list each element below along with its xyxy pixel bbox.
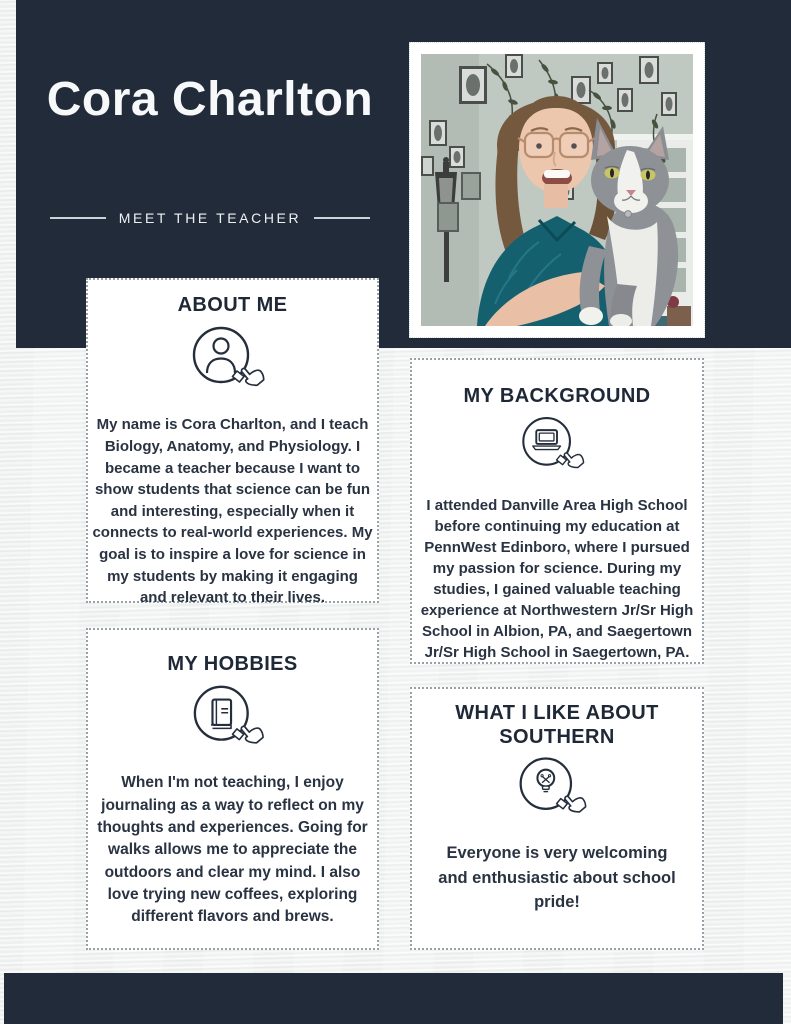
footer-bar (4, 973, 783, 1024)
card-my-hobbies (86, 628, 379, 950)
card-my-background (410, 358, 704, 664)
person-magnifier-icon (181, 321, 285, 409)
subtitle-left-line (50, 217, 106, 219)
card-body-my-hobbies: When I'm not teaching, I enjoy journaling as a way to reflect on my thoughts and experiences. Going for walks allows me to appreciate the outdoors and clear my mind. I also love trying new coffees, exploring different flavors and brews. (97, 774, 368, 926)
laptop-magnifier-icon (505, 412, 609, 488)
subtitle-right-line (314, 217, 370, 219)
card-title-my-background: MY BACKGROUND (463, 385, 651, 407)
card-title-about-me: ABOUT ME (177, 294, 288, 316)
book-magnifier-icon (181, 680, 285, 766)
card-about-me (86, 278, 379, 607)
card-title-my-hobbies: MY HOBBIES (167, 653, 298, 675)
card-body-southern: Everyone is very welcoming and enthusiastic about school pride! (438, 843, 676, 912)
lightbulb-magnifier-icon (505, 752, 609, 834)
meet-the-teacher-subtitle (16, 210, 404, 226)
teacher-photo (409, 42, 705, 338)
teacher-photo-illustration (421, 54, 693, 326)
subtitle-label: MEET THE TEACHER (118, 210, 302, 226)
card-title-southern: WHAT I LIKE ABOUT SOUTHERN (455, 702, 659, 749)
teacher-name-title: Cora Charlton (46, 73, 374, 126)
card-body-about-me: My name is Cora Charlton, and I teach Biology, Anatomy, and Physiology. I became a teacher because I want to show students that science can be fun and interesting, especially when it connects to real-world experiences. My goal is to inspire a love for science in my students by making it engaging and relevant to their lives. (92, 416, 373, 607)
card-body-my-background: I attended Danville Area High School before continuing my education at PennWest Edinboro, where I pursued my passion for science. During my studies, I gained valuable teaching experience at Northwestern Jr/Sr High School in Albion, PA, and Saegertown Jr/Sr High School in Saegertown, PA. (420, 497, 694, 662)
card-what-i-like-about-southern (410, 687, 704, 950)
